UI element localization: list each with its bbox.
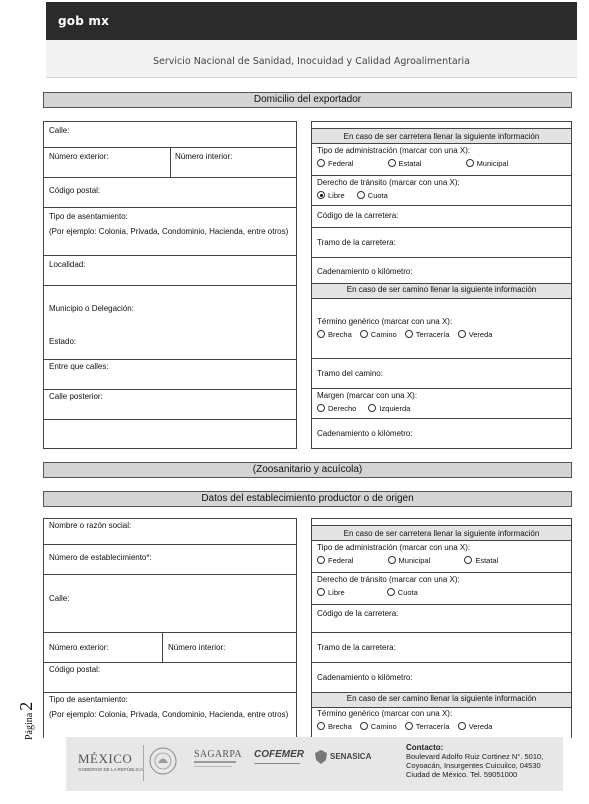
radio-circle-icon: [405, 330, 413, 338]
label-numero-establecimiento: Número de establecimiento*:: [49, 553, 152, 562]
contact-line-3: Ciudad de México. Tel. 59051000: [406, 770, 518, 779]
radio-estatal[interactable]: Estatal: [388, 159, 422, 169]
field-cadenamiento[interactable]: [312, 258, 571, 284]
row-numeros-2: [44, 633, 296, 663]
label-calle-2: Calle:: [49, 594, 70, 603]
label-tramo-carretera: Tramo de la carretera:: [317, 238, 396, 247]
contact-line-1: Boulevard Adolfo Ruiz Cortinez N°. 5010,: [406, 752, 544, 761]
header-brand-bar: [46, 2, 577, 40]
coat-of-arms-icon: [148, 746, 178, 776]
radio-municipal-2[interactable]: Municipal: [388, 556, 431, 566]
radio-circle-icon: [317, 588, 325, 596]
field-blank[interactable]: [44, 420, 296, 448]
field-cadenamiento-2[interactable]: [312, 419, 571, 448]
radio-circle-icon: [388, 556, 396, 564]
radio-camino[interactable]: Camino: [360, 330, 397, 340]
label-estado: Estado:: [49, 337, 77, 346]
field-derecho-transito: [312, 176, 571, 206]
radio-selected-icon: [317, 191, 325, 199]
field-margen: [312, 389, 571, 419]
field-localidad[interactable]: [44, 256, 296, 286]
label-numero-exterior-2: Número exterior:: [49, 643, 109, 652]
section-title-establecimiento: Datos del establecimiento productor o de origen: [43, 491, 572, 507]
radio-terraceria-2[interactable]: Terracería: [405, 722, 450, 732]
label-tramo-camino: Tramo del camino:: [317, 369, 383, 378]
radio-federal-2[interactable]: Federal: [317, 556, 353, 566]
label-tipo-ejemplo: (Por ejemplo: Colonia, Privada, Condominio, Hacienda, entre otros): [49, 227, 289, 236]
label-tramo-carretera-2: Tramo de la carretera:: [317, 643, 396, 652]
divider: [143, 745, 144, 781]
field-municipio-estado[interactable]: [44, 286, 296, 360]
label-tipo-admin: Tipo de administración (marcar con una X):: [317, 146, 471, 155]
cofemer-logo: COFEMER: [254, 749, 304, 760]
radio-circle-icon: [360, 330, 368, 338]
contact-info: [406, 743, 543, 779]
field-tramo-carretera[interactable]: [312, 228, 571, 258]
field-calle-2[interactable]: [44, 575, 296, 633]
radio-circle-icon: [388, 159, 396, 167]
mexico-logo: MÉXICO: [78, 751, 133, 766]
senasica-logo: SENASICA: [330, 752, 372, 761]
establecimiento-form: [43, 518, 297, 738]
header-agency-bar: [46, 40, 577, 78]
label-numero-interior: Número interior:: [175, 152, 233, 161]
radio-circle-icon: [458, 330, 466, 338]
radio-cuota-2[interactable]: Cuota: [387, 588, 418, 598]
field-codigo-carretera-2[interactable]: [312, 605, 571, 633]
radio-terraceria[interactable]: Terracería: [405, 330, 450, 340]
radio-brecha[interactable]: Brecha: [317, 330, 352, 340]
field-cadenamiento-3[interactable]: [312, 663, 571, 693]
mexico-logo-sub: GOBIERNO DE LA REPÚBLICA: [78, 767, 144, 772]
radio-circle-icon: [317, 722, 325, 730]
radio-circle-icon: [357, 191, 365, 199]
label-codigo-carretera: Código de la carretera:: [317, 211, 399, 220]
label-codigo-carretera-2: Código de la carretera:: [317, 609, 399, 618]
radio-circle-icon: [387, 588, 395, 596]
field-tipo-administracion: [312, 144, 571, 176]
exportador-address-form: [43, 121, 297, 449]
field-entre-calles[interactable]: [44, 360, 296, 390]
divider: [170, 148, 171, 178]
field-codigo-postal-2[interactable]: [44, 663, 296, 693]
radio-circle-icon: [317, 556, 325, 564]
field-nombre[interactable]: [44, 519, 296, 545]
label-numero-exterior: Número exterior:: [49, 152, 109, 161]
field-termino-generico-2: [312, 708, 571, 739]
divider: [162, 633, 163, 663]
radio-circle-icon: [405, 722, 413, 730]
footer-logos-bar: [66, 737, 563, 791]
camino-header-2: En caso de ser camino llenar la siguiente información: [312, 693, 571, 708]
field-tipo-asentamiento-2[interactable]: [44, 693, 296, 739]
label-termino: Término genérico (marcar con una X):: [317, 317, 453, 326]
contact-line-2: Coyoacán, Insurgentes Cuicuilco, 04530: [406, 761, 541, 770]
field-calle-posterior[interactable]: [44, 390, 296, 420]
radio-vereda[interactable]: Vereda: [458, 330, 493, 340]
camino-header: En caso de ser camino llenar la siguiente información: [312, 284, 571, 299]
radio-circle-icon: [360, 722, 368, 730]
radio-derecho[interactable]: Derecho: [317, 404, 356, 414]
radio-camino-2[interactable]: Camino: [360, 722, 397, 732]
label-codigo-postal: Código postal:: [49, 186, 101, 195]
label-tipo-asentamiento-2: Tipo de asentamiento:: [49, 695, 128, 704]
label-cadenamiento: Cadenamiento o kilómetro:: [317, 267, 413, 276]
field-tramo-carretera-2[interactable]: [312, 633, 571, 663]
label-nombre: Nombre o razón social:: [49, 521, 132, 530]
radio-vereda-2[interactable]: Vereda: [458, 722, 493, 732]
radio-circle-icon: [458, 722, 466, 730]
label-codigo-postal-2: Código postal:: [49, 665, 101, 674]
field-derecho-transito-2: [312, 573, 571, 605]
radio-cuota[interactable]: Cuota: [357, 191, 388, 201]
section-title-domicilio: Domicilio del exportador: [43, 92, 572, 108]
label-localidad: Localidad:: [49, 260, 86, 269]
road-info-form-2: [311, 518, 572, 738]
page-number: 2: [16, 701, 36, 711]
radio-circle-icon: [317, 404, 325, 412]
radio-federal[interactable]: Federal: [317, 159, 353, 169]
label-derecho-2: Derecho de tránsito (marcar con una X):: [317, 575, 460, 584]
label-numero-interior-2: Número interior:: [168, 643, 226, 652]
contact-title: Contacto:: [406, 743, 444, 752]
radio-izquierda[interactable]: Izquierda: [368, 404, 410, 414]
field-tipo-administracion-2: [312, 541, 571, 573]
field-codigo-carretera[interactable]: [312, 206, 571, 228]
section-title-zoosanitario: (Zoosanitario y acuícola): [43, 462, 572, 478]
radio-libre-2[interactable]: Libre: [317, 588, 345, 598]
label-derecho: Derecho de tránsito (marcar con una X):: [317, 178, 460, 187]
brand-logo: gob mx: [58, 14, 110, 28]
radio-libre[interactable]: Libre: [317, 191, 345, 201]
radio-municipal[interactable]: Municipal: [466, 159, 509, 169]
road-info-form: [311, 121, 572, 449]
field-codigo-postal[interactable]: [44, 178, 296, 208]
label-calle: Calle:: [49, 126, 70, 135]
label-calle-posterior: Calle posterior:: [49, 392, 103, 401]
radio-brecha-2[interactable]: Brecha: [317, 722, 352, 732]
page-number-label: [2, 700, 42, 740]
field-calle[interactable]: [44, 122, 296, 148]
radio-circle-icon: [368, 404, 376, 412]
carretera-header-2: En caso de ser carretera llenar la siguiente información: [312, 525, 571, 541]
label-tipo-ejemplo-2: (Por ejemplo: Colonia, Privada, Condominio, Hacienda, entre otros): [49, 710, 289, 719]
divider: [254, 763, 300, 764]
label-entre-calles: Entre que calles:: [49, 362, 109, 371]
carretera-header: En caso de ser carretera llenar la siguiente información: [312, 128, 571, 144]
radio-circle-icon: [466, 159, 474, 167]
label-tipo-admin-2: Tipo de administración (marcar con una X):: [317, 543, 471, 552]
label-municipio: Municipio o Delegación:: [49, 304, 134, 313]
page-word: Página: [24, 712, 35, 740]
label-cadenamiento-3: Cadenamiento o kilómetro:: [317, 673, 413, 682]
field-numero-establecimiento[interactable]: [44, 545, 296, 575]
senasica-shield-icon: [314, 749, 328, 765]
label-termino-2: Término genérico (marcar con una X):: [317, 709, 453, 718]
divider: [194, 766, 232, 767]
label-margen: Margen (marcar con una X):: [317, 391, 418, 400]
radio-circle-icon: [317, 159, 325, 167]
label-cadenamiento-2: Cadenamiento o kilómetro:: [317, 429, 413, 438]
field-tramo-camino[interactable]: [312, 359, 571, 389]
agency-name: Servicio Nacional de Sanidad, Inocuidad y Calidad Agroalimentaria: [152, 56, 471, 67]
radio-circle-icon: [464, 556, 472, 564]
label-tipo-asentamiento: Tipo de asentamiento:: [49, 212, 128, 221]
field-termino-generico: [312, 299, 571, 359]
field-tipo-asentamiento[interactable]: [44, 208, 296, 256]
sagarpa-logo: SAGARPA: [194, 749, 242, 760]
radio-circle-icon: [317, 330, 325, 338]
divider: [194, 761, 236, 763]
radio-estatal-2[interactable]: Estatal: [464, 556, 498, 566]
